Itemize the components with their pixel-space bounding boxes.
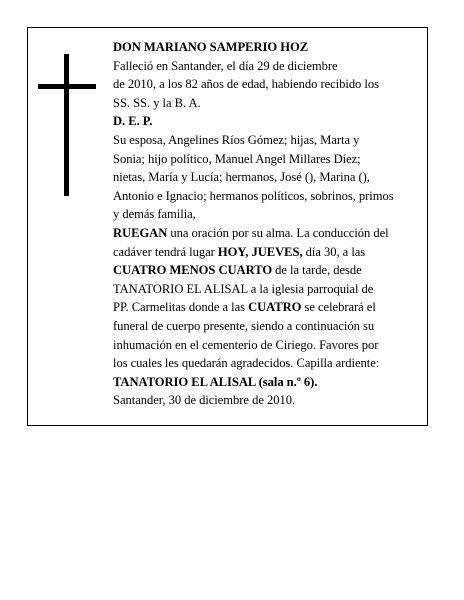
service-line-8: los cuales les quedarán agradecidos. Capilla ardiente: [113, 356, 380, 371]
service-line-5 [113, 298, 431, 317]
service-line-5-post: se celebrará el [301, 300, 376, 315]
service-line-4: TANATORIO EL ALISAL a la iglesia parroquial de [113, 281, 374, 296]
cuatro-menos-cuarto-text: CUATRO MENOS CUARTO [113, 263, 273, 278]
cuatro-text: CUATRO [248, 300, 302, 315]
service-line-5-pre: PP. Carmelitas donde a las [113, 300, 249, 315]
family-line-1: Su esposa, Angelines Ríos Gómez; hijas, Marta y [113, 132, 360, 147]
service-line-6: funeral de cuerpo presente, siendo a continuación su [113, 318, 375, 333]
service-line-2-post: día 30, a las [302, 244, 366, 259]
obituary-text [113, 38, 431, 410]
service-line-7: inhumación en el cementerio de Ciriego. Favores por [113, 337, 379, 352]
ruegan-text: RUEGAN [113, 225, 168, 240]
death-line-3: SS. SS. y la B. A. [113, 95, 201, 110]
cross-vertical-bar [64, 54, 69, 196]
cross-horizontal-bar [38, 84, 96, 89]
dep-heading: D. E. P. [113, 114, 153, 129]
capilla-ardiente-location: TANATORIO EL ALISAL (sala n.º 6). [113, 374, 318, 389]
hoy-jueves-text: HOY, JUEVES, [217, 244, 303, 259]
family-line-5: y demás familia, [113, 207, 196, 222]
service-line-3 [113, 261, 431, 280]
family-line-4: Antonio e Ignacio; hermanos políticos, sobrinos, primos [113, 188, 394, 203]
death-line-2: de 2010, a los 82 años de edad, habiendo recibido los [113, 77, 379, 92]
family-line-3: nietas, María y Lucía; hermanos, José (), Marina (), [113, 170, 370, 185]
closing-date-line: Santander, 30 de diciembre de 2010. [113, 393, 296, 408]
service-line-3-post: de la tarde, desde [272, 263, 362, 278]
service-line-1-rest: una oración por su alma. La conducción del [167, 225, 389, 240]
service-line-2 [113, 243, 431, 262]
service-line-1 [113, 224, 431, 243]
deceased-name: DON MARIANO SAMPERIO HOZ [113, 40, 309, 54]
family-line-2: Sonia; hijo político, Manuel Angel Millares Díez; [113, 151, 361, 166]
death-line-1: Falleció en Santander, el día 29 de diciembre [113, 58, 338, 73]
service-line-2-pre: cadáver tendrá lugar [113, 244, 218, 259]
